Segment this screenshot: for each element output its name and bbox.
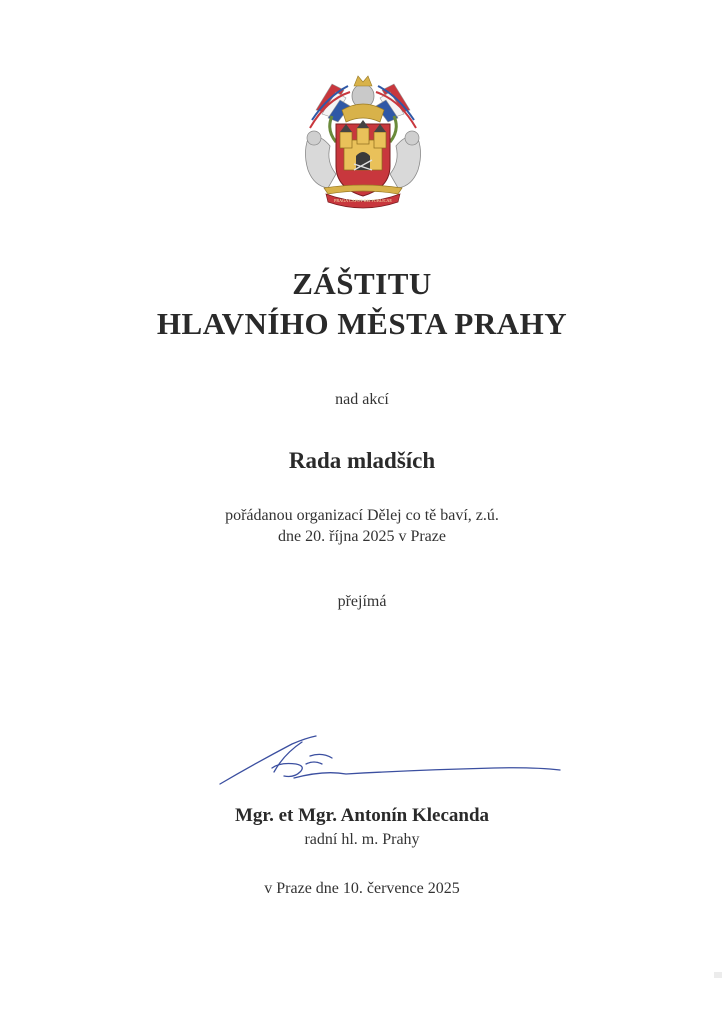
crest-ribbon-text: PRAGA CAPUT REI PUBLICAE: [334, 198, 392, 203]
organizer-line: pořádanou organizací Dělej co tě baví, z.ú.: [225, 507, 499, 524]
place-and-date: v Praze dne 10. července 2025: [264, 880, 460, 897]
handwritten-signature: [214, 734, 564, 790]
title-line-1: ZÁŠTITU: [292, 266, 432, 301]
nad-akci-text: nad akcí: [335, 391, 389, 408]
signer-name: Mgr. et Mgr. Antonín Klecanda: [234, 805, 490, 826]
title-line-2: HLAVNÍHO MĚSTA PRAHY: [156, 306, 568, 341]
prejima-text: přejímá: [337, 593, 387, 610]
signer-role: radní hl. m. Prahy: [304, 831, 420, 848]
scan-artifact: [714, 972, 722, 978]
event-name: Rada mladších: [288, 448, 436, 473]
prague-coat-of-arms-icon: [292, 70, 434, 210]
event-date-line: dne 20. října 2025 v Praze: [278, 528, 446, 545]
